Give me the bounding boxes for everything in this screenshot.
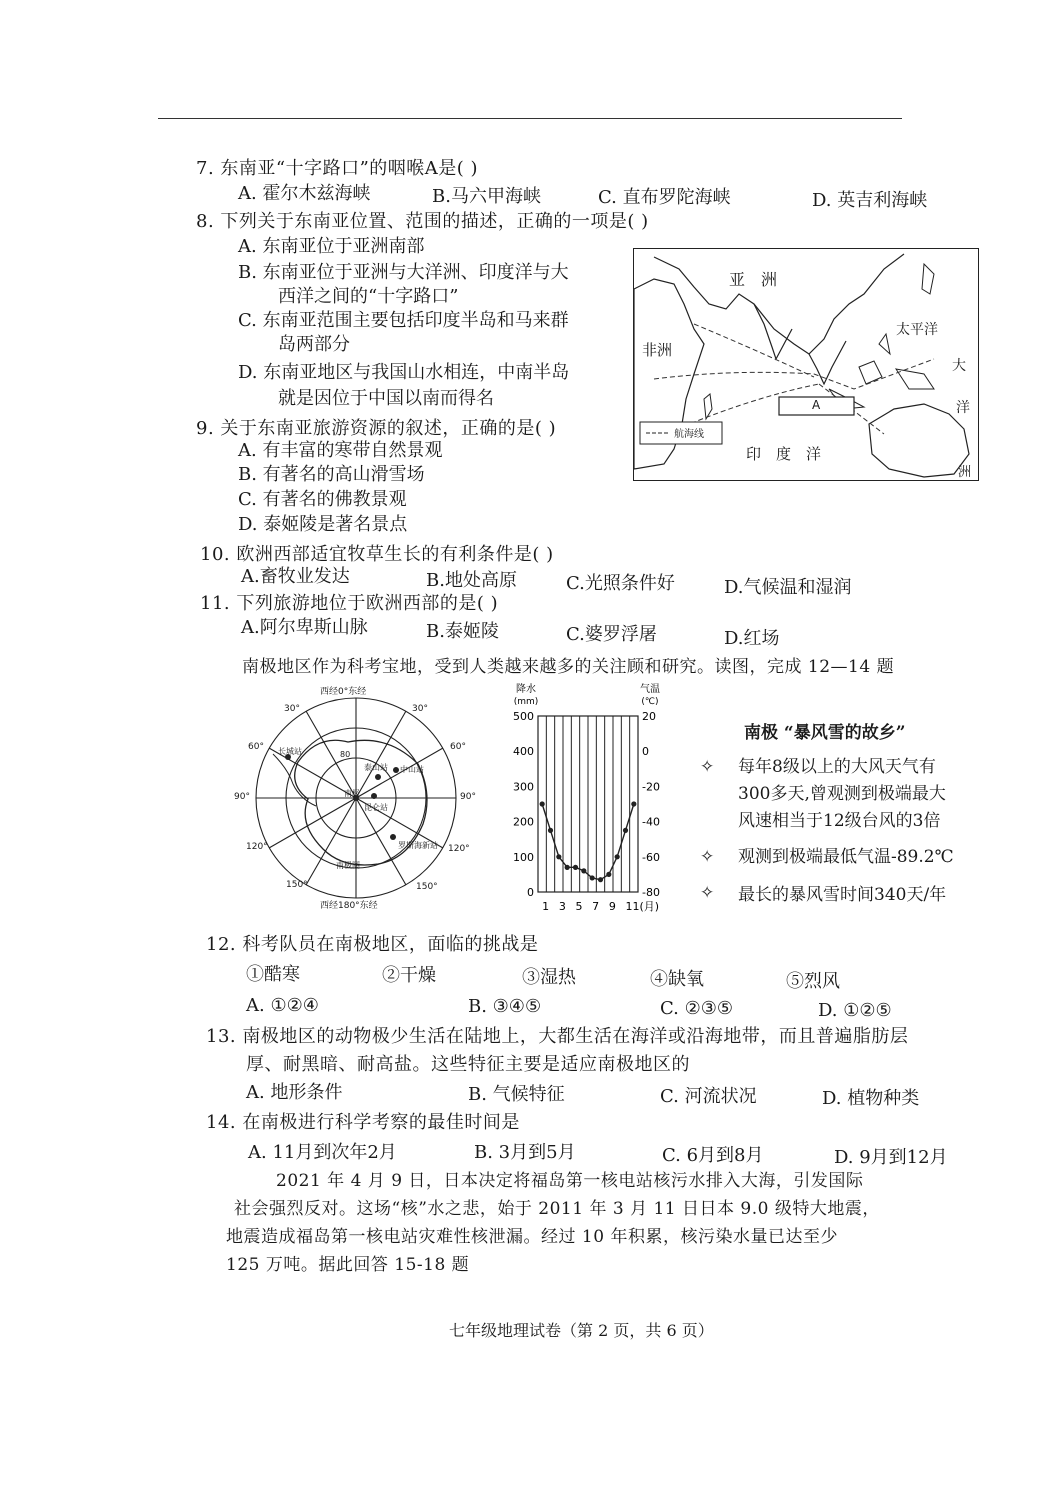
month-tick-label: 11(月) [625,900,660,913]
southeast-asia-map [633,248,979,481]
q9-stem: 9. 关于东南亚旅游资源的叙述，正确的是( ) [196,418,557,439]
precip-tick-label: 0 [527,886,534,899]
month-tick-label: 7 [592,900,600,913]
station-kunlun: 昆仑站 [364,803,388,812]
q10-stem: 10. 欧洲西部适宜牧草生长的有利条件是( ) [200,544,554,565]
passage-line4: 125 万吨。据此回答 15-18 题 [226,1255,470,1275]
temperature-point [631,801,636,806]
q8-option-c-line2: 岛两部分 [278,334,350,355]
station-rosssea: 罗斯海新站 [398,841,438,850]
q13-stem-line2: 厚、耐黑暗、耐高盐。这些特征主要是适应南极地区的 [246,1054,690,1075]
q12-option-c: C. ②③⑤ [660,998,733,1019]
ant-deg: 150° [416,882,438,892]
q11-option-b: B.泰姬陵 [426,621,499,642]
q9-option-c: C. 有著名的佛教景观 [238,489,407,510]
q12-option-a: A. ①②④ [246,995,319,1016]
q11-option-d: D.红场 [724,628,780,649]
temperature-point [606,872,611,877]
precip-tick-label: 200 [513,815,534,829]
passage-line2: 社会强烈反对。这场“核”水之悲，始于 2011 年 3 月 11 日日本 9.0 级特大地震， [234,1199,880,1219]
q12-choice-1: ①酷寒 [246,964,300,985]
q9-option-d: D. 泰姬陵是著名景点 [238,514,408,535]
ant-deg: 90° [234,792,250,802]
precip-axis-unit: (mm) [513,697,539,707]
q13-option-d: D. 植物种类 [822,1088,920,1109]
month-tick-label: 5 [575,900,583,913]
q12-choice-2: ②干燥 [382,965,436,986]
temp-axis-title: 气温 [640,684,660,695]
temperature-point [556,854,561,859]
ant-deg: 150° [286,880,308,890]
ant-deg: 30° [284,704,300,714]
q14-option-d: D. 9月到12月 [834,1147,948,1168]
ant-deg: 120° [246,842,268,852]
fact-1-line1: 每年8级以上的大风天气有 [738,757,936,777]
q7-option-c: C. 直布罗陀海峡 [598,187,731,208]
q7-option-d: D. 英吉利海峡 [812,190,928,211]
q8-option-d-line2: 就是因位于中国以南而得名 [278,388,494,409]
temperature-point [598,877,603,882]
q14-option-b: B. 3月到5月 [474,1142,576,1163]
fact-2: 观测到极端最低气温-89.2℃ [738,847,954,867]
temp-tick-label: -80 [642,886,660,899]
month-tick-label: 1 [542,900,550,913]
temp-tick-label: 20 [642,710,656,723]
month-tick-label: 3 [558,900,566,913]
precip-axis-title: 降水 [516,684,536,695]
q12-option-b: B. ③④⑤ [468,996,542,1017]
map-label-indian-ocean: 印 度 洋 [746,445,822,463]
q12-choice-3: ③湿热 [522,967,576,988]
facts-bullet-icon: ✧ [700,757,715,777]
precip-tick-label: 400 [513,745,534,759]
q13-option-c: C. 河流状况 [660,1086,757,1107]
temperature-point [548,828,553,833]
q12-choice-5: ⑤烈风 [786,971,840,992]
q7-option-b: B.马六甲海峡 [432,186,541,207]
q9-option-b: B. 有著名的高山滑雪场 [238,464,425,485]
ant-label-top: 西经0°东经 [320,687,367,697]
page-footer: 七年级地理试卷（第 2 页，共 6 页） [449,1321,714,1340]
map-label-a: A [812,398,821,412]
q13-option-a: A. 地形条件 [246,1082,343,1103]
q12-choice-4: ④缺氧 [650,969,704,990]
south-pole-label: 南极 [344,789,360,798]
station-taishan: 泰山站 [364,763,388,772]
q7-option-a: A. 霍尔木兹海峡 [238,183,371,204]
q11-option-a: A.阿尔卑斯山脉 [241,617,368,638]
map-label-africa: 非洲 [642,341,673,359]
q8-option-b-line1: B. 东南亚位于亚洲与大洋洲、印度洋与大 [238,262,569,283]
q12-option-d: D. ①②⑤ [818,1000,892,1021]
header-rule [158,118,902,119]
q8-option-b-line2: 西洋之间的“十字路口” [278,286,459,307]
temperature-point [540,801,545,806]
temperature-point [615,854,620,859]
precip-tick-label: 300 [513,780,534,794]
passage-line3: 地震造成福岛第一核电站灾难性核泄漏。经过 10 年积累，核污染水量已达至少 [226,1227,838,1247]
fact-3: 最长的暴风雪时间340天/年 [738,885,947,905]
q10-option-a: A.畜牧业发达 [241,566,350,587]
q14-option-a: A. 11月到次年2月 [248,1142,397,1163]
temp-axis-unit: (℃) [641,697,659,707]
antarctic-circle-label: 南极圈 [336,861,360,870]
q8-option-c-line1: C. 东南亚范围主要包括印度半岛和马来群 [238,310,569,331]
q14-option-c: C. 6月到8月 [662,1145,764,1166]
temp-tick-label: -40 [642,815,660,829]
q10-option-c: C.光照条件好 [566,573,675,594]
temp-tick-label: -60 [642,850,660,864]
q13-option-b: B. 气候特征 [468,1084,565,1105]
fact-1-line3: 风速相当于12级台风的3倍 [738,811,941,831]
ant-lat-label: 80 [340,750,351,759]
intro-12-14: 南极地区作为科考宝地，受到人类越来越多的关注顾和研究。读图，完成 12—14 题 [242,657,895,677]
temp-tick-label: 0 [642,745,649,759]
precip-tick-label: 500 [513,710,534,723]
q13-stem-line1: 13. 南极地区的动物极少生活在陆地上，大都生活在海洋或沿海地带，而且普遍脂肪层 [206,1026,909,1047]
temp-tick-label: -20 [642,780,660,794]
map-legend-sealane: 航海线 [674,429,704,440]
q10-option-b: B.地处高原 [426,570,517,591]
ant-deg: 60° [248,742,264,752]
q8-option-d-line1: D. 东南亚地区与我国山水相连，中南半岛 [238,362,570,383]
ant-deg: 120° [448,844,470,854]
map-label-yang: 洋 [956,400,970,416]
map-label-zhou: 洲 [958,465,972,480]
ant-label-bottom: 西经180°东经 [320,901,378,911]
ant-deg: 60° [450,742,466,752]
antarctic-map [228,684,490,912]
q8-stem: 8. 下列关于东南亚位置、范围的描述，正确的一项是( ) [196,211,649,232]
climate-chart [498,680,698,914]
precip-tick-label: 100 [513,850,534,864]
q7-stem: 7. 东南亚“十字路口”的咽喉A是( ) [196,158,479,179]
station-changcheng: 长城站 [278,747,302,756]
map-label-da: 大 [952,358,966,374]
passage-line1: 2021 年 4 月 9 日，日本决定将福岛第一核电站核污水排入大海，引发国际 [276,1171,864,1191]
temperature-point [565,865,570,870]
q11-option-c: C.婆罗浮屠 [566,624,657,645]
ant-deg: 90° [460,792,476,802]
month-tick-label: 9 [608,900,616,913]
ant-deg: 30° [412,704,428,714]
facts-bullet-icon: ✧ [700,847,715,867]
q12-stem: 12. 科考队员在南极地区，面临的挑战是 [206,934,539,955]
q11-stem: 11. 下列旅游地位于欧洲西部的是( ) [200,593,499,614]
q9-option-a: A. 有丰富的寒带自然景观 [238,440,443,461]
map-label-pacific: 太平洋 [896,322,938,338]
map-label-asia: 亚 洲 [729,270,778,289]
station-zhongshan: 中山站 [400,765,424,774]
temperature-point [623,828,628,833]
q8-option-a: A. 东南亚位于亚洲南部 [238,236,425,257]
q10-option-d: D.气候温和湿润 [724,577,852,598]
facts-bullet-icon: ✧ [700,883,715,903]
facts-title: 南极 “暴风雪的故乡” [744,723,906,743]
fact-1-line2: 300多天,曾观测到极端最大 [738,784,946,804]
temperature-point [573,865,578,870]
q14-stem: 14. 在南极进行科学考察的最佳时间是 [206,1112,520,1133]
temperature-point [590,875,595,880]
temperature-point [581,868,586,873]
